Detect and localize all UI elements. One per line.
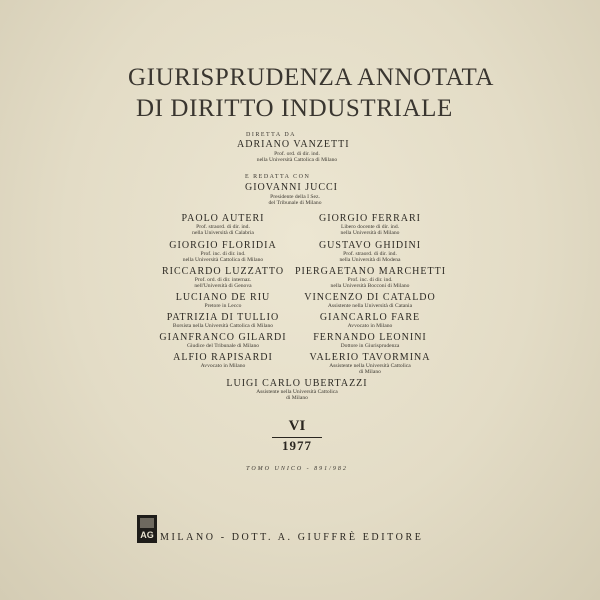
editor-desc: Assistente nella Università Cattolica — [329, 363, 411, 369]
editor-desc: nella Università Bocconi di Milano — [330, 283, 410, 289]
logo-emblem — [140, 518, 154, 528]
logo-ag-text: AG — [140, 530, 154, 540]
chief-editor-desc-2: del Tribunale di Milano — [268, 200, 322, 206]
editor-name: LUCIANO DE RIU — [175, 292, 271, 303]
journal-title — [128, 62, 528, 124]
editor-desc: Giudice del Tribunale di Milano — [186, 343, 260, 349]
editor-desc: Prof. straord. di dir. ind. — [343, 251, 397, 257]
publisher-logo — [137, 515, 157, 543]
editor-name: GUSTAVO GHIDINI — [318, 240, 422, 251]
editor-name: RICCARDO LUZZATTO — [161, 266, 285, 277]
editor-name: GIANCARLO FARE — [319, 312, 421, 323]
editor-name: GIORGIO FLORIDIA — [169, 240, 277, 251]
editor-desc: Avvocato in Milano — [347, 323, 393, 329]
tomo-pages: TOMO UNICO - 891/982 — [246, 466, 348, 472]
editor-name: PIERGAETANO MARCHETTI — [295, 266, 447, 277]
editor-desc: Avvocato in Milano — [200, 363, 246, 369]
editor-name: PATRIZIA DI TULLIO — [166, 312, 280, 323]
editor-desc: Dottore in Giurisprudenza — [340, 343, 400, 349]
editor-desc: Prof. straord. di dir. ind. — [196, 224, 250, 230]
editor-desc: di Milano — [359, 369, 381, 375]
last-editor-name: LUIGI CARLO UBERTAZZI — [226, 378, 368, 389]
last-editor-desc-1: Assistente nella Università Cattolica — [256, 389, 338, 395]
director-desc-2: nella Università Cattolica di Milano — [256, 157, 338, 163]
publisher-line: MILANO - DOTT. A. GIUFFRÈ EDITORE — [160, 532, 424, 543]
editor-desc: Prof. ord. di dir. internaz. — [194, 277, 252, 283]
editor-name: PAOLO AUTERI — [181, 213, 265, 224]
last-editor-desc-2: di Milano — [286, 395, 308, 401]
director-name: ADRIANO VANZETTI — [237, 139, 350, 150]
editor-desc: Prof. inc. di dir. ind. — [200, 251, 246, 257]
director-desc-1: Prof. ord. di dir. ind. — [274, 151, 320, 157]
editor-name: GIANFRANCO GILARDI — [159, 332, 287, 343]
title-line-2: DI DIRITTO INDUSTRIALE — [136, 95, 453, 122]
editor-desc: nella Università Cattolica di Milano — [182, 257, 264, 263]
editor-desc: Prof. inc. di dir. ind. — [347, 277, 393, 283]
editor-name: ALFIO RAPISARDI — [173, 352, 273, 363]
editor-desc: Borsista nella Università Cattolica di Milano — [172, 323, 274, 329]
chief-editor-desc-1: Presidente della I Sez. — [270, 194, 320, 200]
editor-name: GIORGIO FERRARI — [319, 213, 421, 224]
edited-with-label: E REDATTA CON — [245, 174, 311, 180]
directed-by-label: DIRETTA DA — [246, 132, 297, 138]
editor-name: VINCENZO DI CATALDO — [304, 292, 436, 303]
editor-desc: Assistente nella Università di Catania — [327, 303, 413, 309]
title-line-1: GIURISPRUDENZA ANNOTATA — [128, 64, 495, 91]
editor-desc: Pretore in Lecco — [204, 303, 242, 309]
editor-name: VALERIO TAVORMINA — [309, 352, 431, 363]
editor-desc: nella Università di Milano — [340, 230, 400, 236]
editor-desc: Libero docente di dir. ind. — [340, 224, 400, 230]
publication-year: 1977 — [282, 438, 312, 453]
chief-editor-name: GIOVANNI JUCCI — [245, 182, 338, 193]
volume-number: VI — [288, 418, 306, 434]
editor-desc: nella Università di Calabria — [192, 230, 254, 236]
editor-desc: nella Università di Modena — [339, 257, 401, 263]
editor-desc: nell'Università di Genova — [194, 283, 252, 289]
editor-name: FERNANDO LEONINI — [313, 332, 427, 343]
